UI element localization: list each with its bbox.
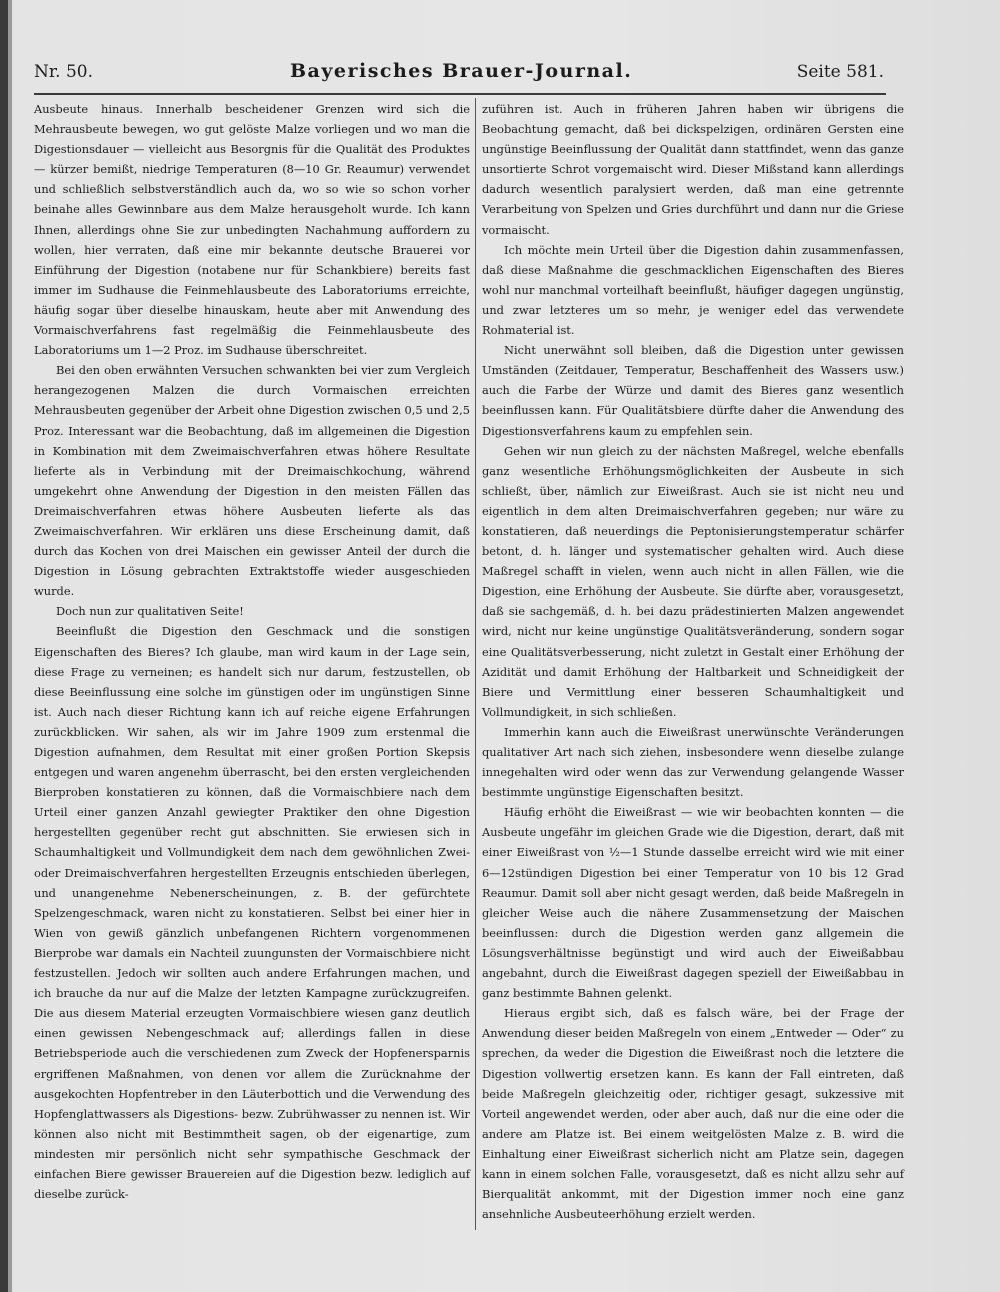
scan-edge-shadow [8, 0, 12, 1292]
page-number: Seite 581. [796, 62, 884, 82]
page-header [34, 56, 884, 96]
paragraph: Ausbeute hinaus. Innerhalb bescheidener Grenzen wird sich die Mehrausbeute bewegen, wo gut gelöste Malze vorliegen und wo man die Digestionsdauer — vielleicht aus Besorgnis für die Qualität des Produktes — kürzer bemißt, niedrige Temperaturen (8—10 Gr. Reaumur) verwendet und schließlich selbstverständlich auch da, wo so wie so schon vorher beinahe alles Gewinnbare aus dem Malze herausgeholt wurde. Ich kann Ihnen, allerdings ohne Sie zur unbedingten Nachahmung auffordern zu wollen, hier verraten, daß eine mir bekannte deutsche Brauerei vor Einführung der Digestion (notabene nur für Schankbiere) bereits fast immer im Sudhause die Feinmehlausbeute des Laboratoriums erreichte, häufig sogar über dieselbe hinauskam, heute aber mit Anwendung des Vormaischverfahrens fast regelmäßig die Feinmehlausbeute des Laboratoriums um 1—2 Proz. im Sudhause überschreitet. [34, 102, 470, 358]
paragraph: zuführen ist. Auch in früheren Jahren haben wir übrigens die Beobachtung gemacht, daß bei dickspelzigen, ordinären Gersten eine ungünstige Beeinflussung der Qualität dann stattfindet, wenn das ganze unsortierte Schrot vorgemaischt wird. Dieser Mißstand kann allerdings dadurch wesentlich paralysiert werden, daß man eine getrennte Verarbeitung von Spelzen und Gries durchführt und dann nur die Griese vormaischt. [482, 102, 904, 237]
column-divider [475, 98, 476, 1230]
scan-edge [0, 0, 8, 1292]
paragraph: Gehen wir nun gleich zu der nächsten Maßregel, welche ebenfalls ganz wesentliche Erhöhungsmöglichkeiten der Ausbeute in sich schließt, über, nämlich zur Eiweißrast. Auch sie ist nicht neu und eigentlich in dem alten Dreimaischverfahren gegeben; nur wäre zu konstatieren, daß neuerdings die Peptonisierungstemperatur schärfer betont, d. h. länger und systematischer gehalten wird. Auch diese Maßregel schafft in vielen, wenn auch nicht in allen Fällen, wie die Digestion, eine Erhöhung der Ausbeute. Sie dürfte aber, vorausgesetzt, daß sie sachgemäß, d. h. bei dazu prädestinierten Malzen angewendet wird, nicht nur keine ungünstige Qualitätsveränderung, sondern sogar eine Qualitätsverbesserung, nicht zuletzt in Gestalt einer Erhöhung der Azidität und damit Erhöhung der Haltbarkeit und Schneidigkeit der Biere und Vermittlung einer besseren Schaumhaltigkeit und Vollmundigkeit, in sich schließen. [482, 443, 904, 719]
issue-number: Nr. 50. [34, 62, 93, 82]
left-column [34, 99, 470, 1204]
paragraph: Bei den oben erwähnten Versuchen schwankten bei vier zum Vergleich herangezogenen Malzen die durch Vormaischen erreichten Mehrausbeuten gegenüber der Arbeit ohne Digestion zwischen 0,5 und 2,5 Proz. Interessant war die Beobachtung, daß im allgemeinen die Digestion in Kombination mit dem Zweimaischverfahren etwas höhere Resultate lieferte als in Verbindung mit der Dreimaischkochung, während umgekehrt ohne Anwendung der Digestion in den meisten Fällen das Dreimaischverfahren etwas höhere Ausbeuten lieferte als das Zweimaischverfahren. Wir erklären uns diese Erscheinung damit, daß durch das Kochen von drei Maischen ein gewisser Anteil der durch die Digestion in Lösung gebrachten Extraktstoffe wieder ausgeschieden wurde. [34, 363, 470, 599]
paragraph: Doch nun zur qualitativen Seite! [56, 604, 244, 619]
header-rule [34, 93, 886, 95]
right-column [482, 99, 904, 1224]
paragraph: Immerhin kann auch die Eiweißrast unerwünschte Veränderungen qualitativer Art nach sich ziehen, insbesondere wenn dieselbe zulange innegehalten wird oder wenn das zur Verwendung gelangende Wasser bestimmte ungünstige Eigenschaften besitzt. [482, 724, 904, 800]
paragraph: Häufig erhöht die Eiweißrast — wie wir beobachten konnten — die Ausbeute ungefähr im gleichen Grade wie die Digestion, derart, daß mit einer Eiweißrast von ½—1 Stunde dasselbe erreicht wird wie mit einer 6—12stündigen Digestion bei einer Temperatur von 10 bis 12 Grad Reaumur. Damit soll aber nicht gesagt werden, daß beide Maßregeln in gleicher Weise auch die nähere Zusammensetzung der Maischen beeinflussen: durch die Digestion werden ganz allgemein die Lösungsverhältnisse begünstigt und wird auch der Eiweißabbau angebahnt, durch die Eiweißrast dagegen speziell der Eiweißabbau in ganz bestimmte Bahnen gelenkt. [482, 805, 904, 1001]
journal-title: Bayerisches Brauer-Journal. [290, 60, 633, 82]
paragraph: Nicht unerwähnt soll bleiben, daß die Digestion unter gewissen Umständen (Zeitdauer, Temperatur, Beschaffenheit des Wassers usw.) auch die Farbe der Würze und damit des Bieres ganz wesentlich beeinflussen kann. Für Qualitätsbiere dürfte daher die Anwendung des Digestionsverfahrens kaum zu empfehlen sein. [482, 343, 904, 438]
paragraph: Beeinflußt die Digestion den Geschmack und die sonstigen Eigenschaften des Bieres? Ich glaube, man wird kaum in der Lage sein, diese Frage zu verneinen; es handelt sich nur darum, festzustellen, ob diese Beeinflussung eine solche im günstigen oder im ungünstigen Sinne ist. Auch nach dieser Richtung kann ich auf reiche eigene Erfahrungen zurückblicken. Wir sahen, als wir im Jahre 1909 zum erstenmal die Digestion aufnahmen, dem Resultat mit einer großen Portion Skepsis entgegen und waren angenehm überrascht, bei den ersten vergleichenden Bierproben konstatieren zu können, daß die Vormaischbiere nach dem Urteil einer ganzen Anzahl gewiegter Praktiker den ohne Digestion hergestellten gegenüber recht gut abschnitten. Sie erwiesen sich in Schaumhaltigkeit und Vollmundigkeit dem nach dem gewöhnlichen Zwei- oder Dreimaischverfahren hergestellten Erzeugnis entschieden überlegen, und unangenehme Nebenerscheinungen, z. B. der gefürchtete Spelzengeschmack, waren nicht zu konstatieren. Selbst bei einer hier in Wien von gewiß gänzlich unbefangenen Richtern vorgenommenen Bierprobe war damals ein Nachteil zuungunsten der Vormaischbiere nicht festzustellen. Jedoch wir sollten auch andere Erfahrungen machen, und ich brauche da nur auf die Malze der letzten Kampagne zurückzugreifen. Die aus diesem Material erzeugten Vormaischbiere wiesen ganz deutlich einen gewissen Nebengeschmack auf; allerdings fallen in diese Betriebsperiode auch die verschiedenen zum Zweck der Hopfenersparnis ergriffenen Maßnahmen, von denen vor allem die Zurücknahme der ausgekochten Hopfentreber in den Läuterbottich und die Verwendung des Hopfenglattwassers als Digestions- bezw. Zubrühwasser zu nennen ist. Wir können also nicht mit Bestimmtheit sagen, ob der eigenartige, zum mindesten mir persönlich nicht sehr sympathische Geschmack der einfachen Biere gewisser Brauereien auf die Digestion bezw. lediglich auf dieselbe zurück- [34, 624, 470, 1202]
paragraph: Ich möchte mein Urteil über die Digestion dahin zusammenfassen, daß diese Maßnahme die geschmacklichen Eigenschaften des Bieres wohl nur manchmal vorteilhaft beeinflußt, häufiger dagegen ungünstig, und zwar letzteres um so mehr, je weniger edel das verwendete Rohmaterial ist. [482, 242, 904, 338]
paragraph: Hieraus ergibt sich, daß es falsch wäre, bei der Frage der Anwendung dieser beiden Maßregeln von einem „Entweder — Oder“ zu sprechen, da weder die Digestion die Eiweißrast noch die letztere die Digestion vollwertig ersetzen kann. Es kann der Fall eintreten, daß beide Maßregeln gleichzeitig oder, richtiger gesagt, sukzessive mit Vorteil angewendet werden, oder aber auch, daß nur die eine oder die andere am Platze ist. Bei einem weitgelösten Malze z. B. wird die Einhaltung einer Eiweißrast sicherlich nicht am Platze sein, dagegen kann in einem solchen Falle, vorausgesetzt, daß es nicht allzu sehr auf Bierqualität ankommt, mit der Digestion immer noch eine ganz ansehnliche Ausbeuteerhöhung erzielt werden. [482, 1006, 904, 1222]
